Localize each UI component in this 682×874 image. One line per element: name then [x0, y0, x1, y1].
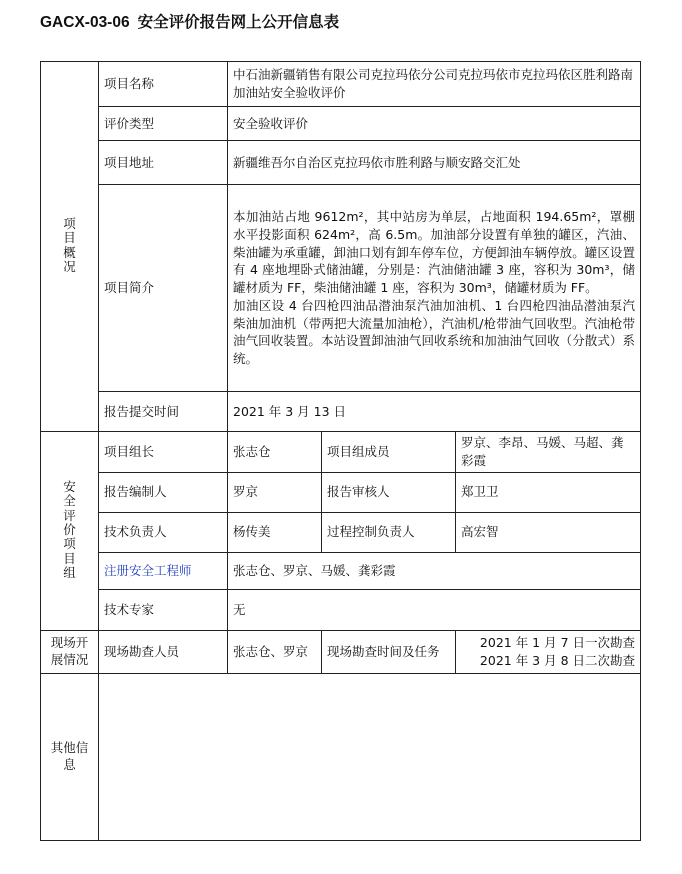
label-members: 项目组成员: [322, 432, 456, 473]
label-address: 项目地址: [99, 141, 228, 185]
row-site: [41, 630, 641, 673]
row-intro: [41, 185, 641, 392]
value-other: [99, 673, 641, 840]
label-process-lead: 过程控制负责人: [322, 512, 456, 552]
row-leader: [41, 432, 641, 473]
value-submit-date: 2021 年 3 月 13 日: [228, 392, 641, 432]
intro-paragraph-2: 加油区设 4 台四枪四油品潜油泵汽油加油机、1 台四枪四油品潜油泵汽柴油加油机（带两把大流量加油枪），汽油机/枪带油气回收型。汽油枪带油气回收装置。本站设置卸油油气回收系统和加油油气回收（分散式）系统。: [233, 297, 636, 367]
section-overview: 项目概况: [41, 62, 99, 432]
label-site-staff: 现场勘查人员: [99, 630, 228, 673]
value-leader: 张志仓: [228, 432, 322, 473]
row-submit-date: [41, 392, 641, 432]
label-author: 报告编制人: [99, 472, 228, 512]
value-tech-lead: 杨传美: [228, 512, 322, 552]
label-tech-lead: 技术负责人: [99, 512, 228, 552]
row-address: [41, 141, 641, 185]
value-expert: 无: [228, 589, 641, 630]
value-project-name: 中石油新疆销售有限公司克拉玛依分公司克拉玛依市克拉玛依区胜利路南加油站安全验收评价: [228, 62, 641, 107]
label-submit-date: 报告提交时间: [99, 392, 228, 432]
label-project-name: 项目名称: [99, 62, 228, 107]
label-intro: 项目简介: [99, 185, 228, 392]
value-author: 罗京: [228, 472, 322, 512]
section-team: 安全评价项目组: [41, 432, 99, 631]
row-eval-type: [41, 107, 641, 141]
value-address: 新疆维吾尔自治区克拉玛依市胜利路与顺安路交汇处: [228, 141, 641, 185]
row-author: [41, 472, 641, 512]
label-leader: 项目组长: [99, 432, 228, 473]
value-intro: [228, 185, 641, 392]
document-heading: 安全评价报告网上公开信息表: [137, 13, 340, 31]
value-members: 罗京、李昂、马媛、马超、龚彩霞: [456, 432, 641, 473]
value-reviewer: 郑卫卫: [456, 472, 641, 512]
site-visit-1: 2021 年 1 月 7 日一次勘查: [479, 634, 636, 650]
label-expert: 技术专家: [99, 589, 228, 630]
info-table: [40, 61, 641, 841]
value-site-staff: 张志仓、罗京: [228, 630, 322, 673]
value-engineers: 张志仓、罗京、马媛、龚彩霞: [228, 552, 641, 589]
value-process-lead: 高宏智: [456, 512, 641, 552]
document-code: GACX-03-06: [40, 14, 130, 31]
row-other: [41, 673, 641, 840]
row-project-name: [41, 62, 641, 107]
label-reviewer: 报告审核人: [322, 472, 456, 512]
document-title: [40, 10, 339, 32]
label-site-time: 现场勘查时间及任务: [322, 630, 456, 673]
row-engineers: [41, 552, 641, 589]
row-expert: [41, 589, 641, 630]
value-site-time: [456, 630, 641, 673]
value-eval-type: 安全验收评价: [228, 107, 641, 141]
intro-paragraph-1: 本加油站占地 9612m²，其中站房为单层，占地面积 194.65m²，罩棚水平投影面积 624m²，高 6.5m。加油部分设置有单独的罐区，汽油、柴油罐为承重罐，卸油口划有卸车停车位，方便卸油车辆停放。罐区设置有 4 座地埋卧式储油罐，分别是：汽油储油罐 3 座，容积为 30m³，储罐材质为 FF，柴油储油罐 1 座，容积为 30m³，储罐材质为 FF。: [233, 209, 636, 296]
site-visit-2: 2021 年 3 月 8 日二次勘查: [479, 652, 636, 668]
label-engineers: 注册安全工程师: [99, 552, 228, 589]
label-eval-type: 评价类型: [99, 107, 228, 141]
section-other: 其他信息: [41, 673, 99, 840]
row-tech: [41, 512, 641, 552]
section-site: 现场开展情况: [41, 630, 99, 673]
